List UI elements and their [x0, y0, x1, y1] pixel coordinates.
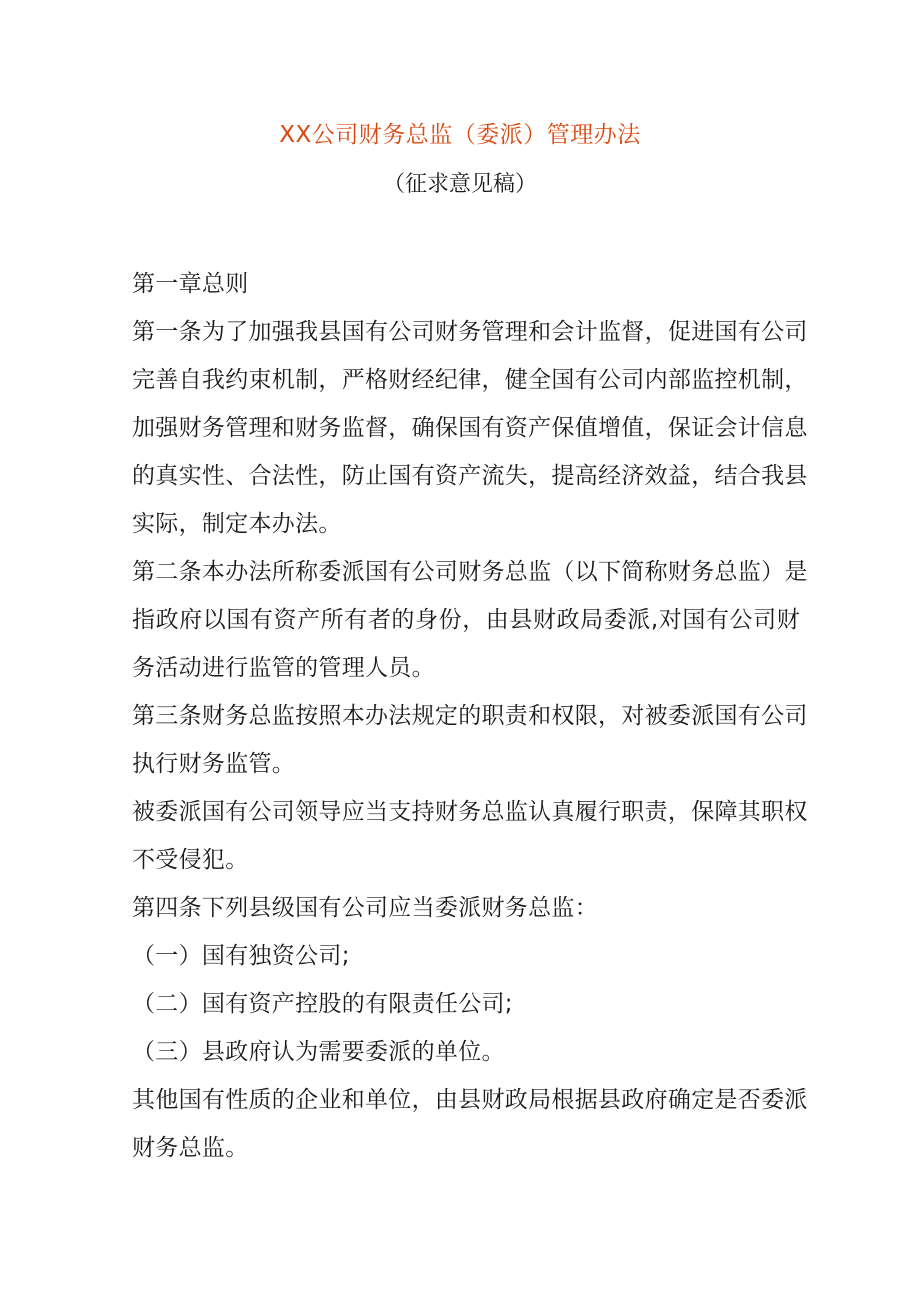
text-line: 第二条本办法所称委派国有公司财务总监（以下简称财务总监）是	[132, 559, 808, 585]
text-line: 财务总监。	[132, 1135, 249, 1161]
text-line: 被委派国有公司领导应当支持财务总监认真履行职责，保障其职权	[132, 799, 808, 825]
text-line: 其他国有性质的企业和单位，由县财政局根据县政府确定是否委派	[132, 1087, 808, 1113]
text-line: 不受侵犯。	[132, 847, 249, 873]
text-line: 完善自我约束机制，严格财经纪律，健全国有公司内部监控机制，	[132, 367, 808, 393]
text-line: （一）国有独资公司;	[132, 943, 350, 969]
text-line: 第四条下列县级国有公司应当委派财务总监：	[132, 895, 598, 921]
document-subtitle: （征求意见稿）	[382, 172, 537, 197]
text-line: 第一条为了加强我县国有公司财务管理和会计监督，促进国有公司	[132, 319, 808, 345]
text-line: （二）国有资产控股的有限责任公司;	[132, 991, 513, 1017]
text-line: 加强财务管理和财务监督，确保国有资产保值增值，保证会计信息	[132, 415, 808, 441]
document-body	[132, 260, 808, 1172]
text-line: 实际，制定本办法。	[132, 511, 342, 537]
text-line: 第三条财务总监按照本办法规定的职责和权限，对被委派国有公司	[132, 703, 808, 729]
document-title: XX公司财务总监（委派）管理办法	[279, 122, 641, 148]
text-line: 第一章总则	[132, 271, 249, 297]
text-line: （三）县政府认为需要委派的单位。	[132, 1039, 505, 1065]
text-line: 务活动进行监管的管理人员。	[132, 655, 435, 681]
text-line: 指政府以国有资产所有者的身份，由县财政局委派,对国有公司财	[132, 607, 800, 633]
text-line: 执行财务监管。	[132, 751, 296, 777]
text-line: 的真实性、合法性，防止国有资产流失，提高经济效益，结合我县	[132, 463, 808, 489]
